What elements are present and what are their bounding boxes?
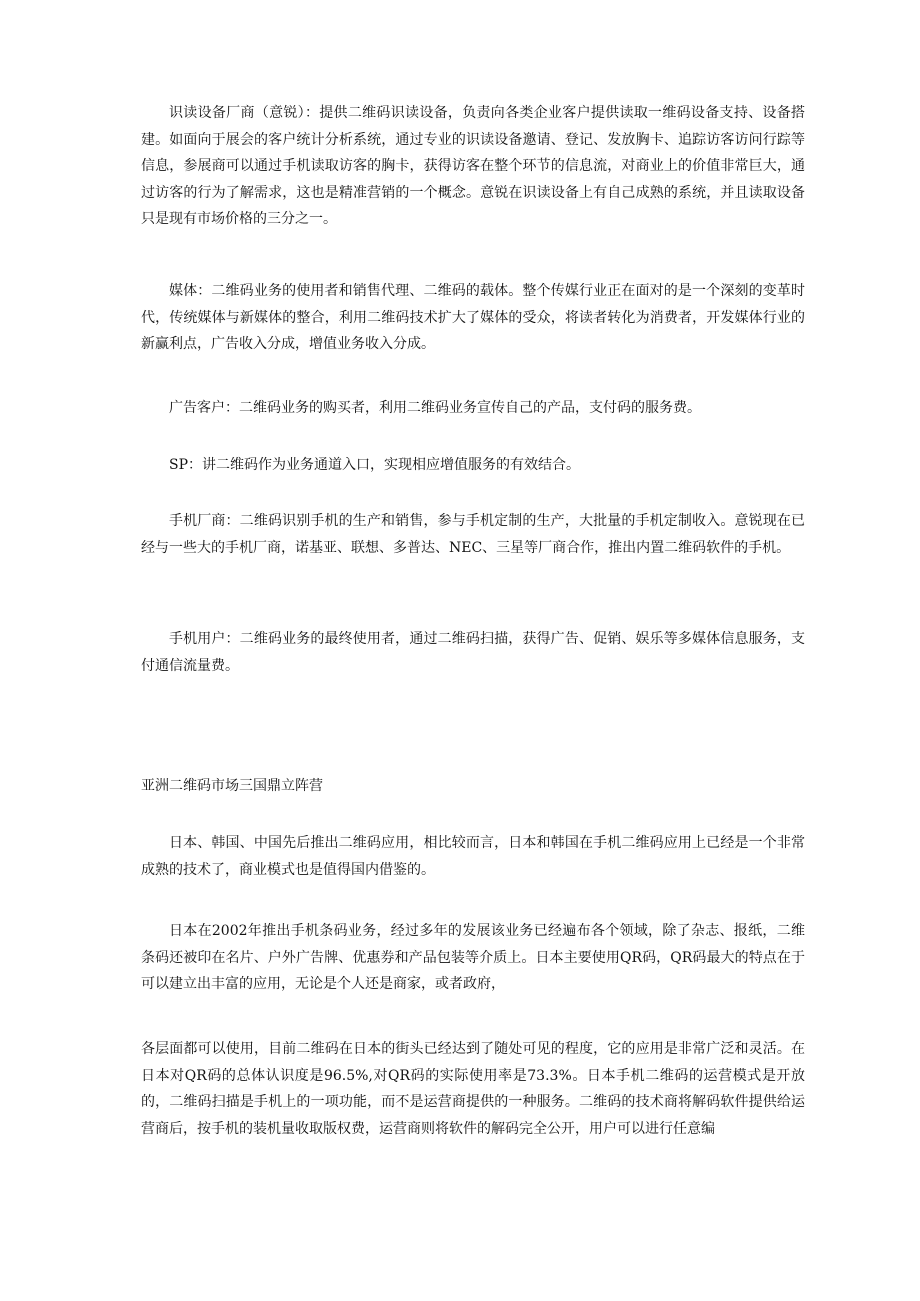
paragraph-asia-overview: 日本、韩国、中国先后推出二维码应用，相比较而言，日本和韩国在手机二维码应用上已经是一个非常成熟的技术了，商业模式也是值得国内借鉴的。 <box>141 835 805 878</box>
paragraph-japan-usage: 各层面都可以使用，目前二维码在日本的街头已经达到了随处可见的程度，它的应用是非常广泛和灵活。在日本对QR码的总体认识度是96.5%,对QR码的实际使用率是73.3%。日本手机二维码的运营模式是开放的，二维码扫描是手机上的一项功能，而不是运营商提供的一种服务。二维码的技术商将解码软件提供给运营商后，按手机的装机量收取版权费，运营商则将软件的解码完全公开，用户可以进行任意编 <box>141 1041 805 1137</box>
paragraph-phone-makers: 手机厂商：二维码识别手机的生产和销售，参与手机定制的生产，大批量的手机定制收入。意锐现在已经与一些大的手机厂商，诺基亚、联想、多普达、NEC、三星等厂商合作，推出内置二维码软件的手机。 <box>141 513 805 556</box>
paragraph-phone-users: 手机用户：二维码业务的最终使用者，通过二维码扫描，获得广告、促销、娱乐等多媒体信息服务，支付通信流量费。 <box>141 631 805 674</box>
paragraph-reader-vendor: 识读设备厂商（意锐）：提供二维码识读设备，负责向各类企业客户提供读取一维码设备支持、设备搭建。如面向于展会的客户统计分析系统，通过专业的识读设备邀请、登记、发放胸卡、追踪访客访问行踪等信息，参展商可以通过手机读取访客的胸卡，获得访客在整个环节的信息流，对商业上的价值非常巨大，通过访客的行为了解需求，这也是精准营销的一个概念。意锐在识读设备上有自己成熟的系统，并且读取设备只是现有市场价格的三分之一。 <box>141 105 805 228</box>
paragraph-sp: SP：讲二维码作为业务通道入口，实现相应增值服务的有效结合。 <box>169 457 581 473</box>
paragraph-ad-clients: 广告客户：二维码业务的购买者，利用二维码业务宣传自己的产品，支付码的服务费。 <box>169 400 701 416</box>
paragraph-media: 媒体：二维码业务的使用者和销售代理、二维码的载体。整个传媒行业正在面对的是一个深刻的变革时代，传统媒体与新媒体的整合，利用二维码技术扩大了媒体的受众，将读者转化为消费者，开发媒体行业的新赢利点，广告收入分成，增值业务收入分成。 <box>141 283 805 353</box>
section-heading: 亚洲二维码市场三国鼎立阵营 <box>141 778 323 794</box>
paragraph-japan-2002: 日本在2002年推出手机条码业务，经过多年的发展该业务已经遍布各个领域，除了杂志、报纸，二维条码还被印在名片、户外广告牌、优惠券和产品包装等介质上。日本主要使用QR码，QR码最大的特点在于可以建立出丰富的应用，无论是个人还是商家，或者政府， <box>141 923 805 993</box>
